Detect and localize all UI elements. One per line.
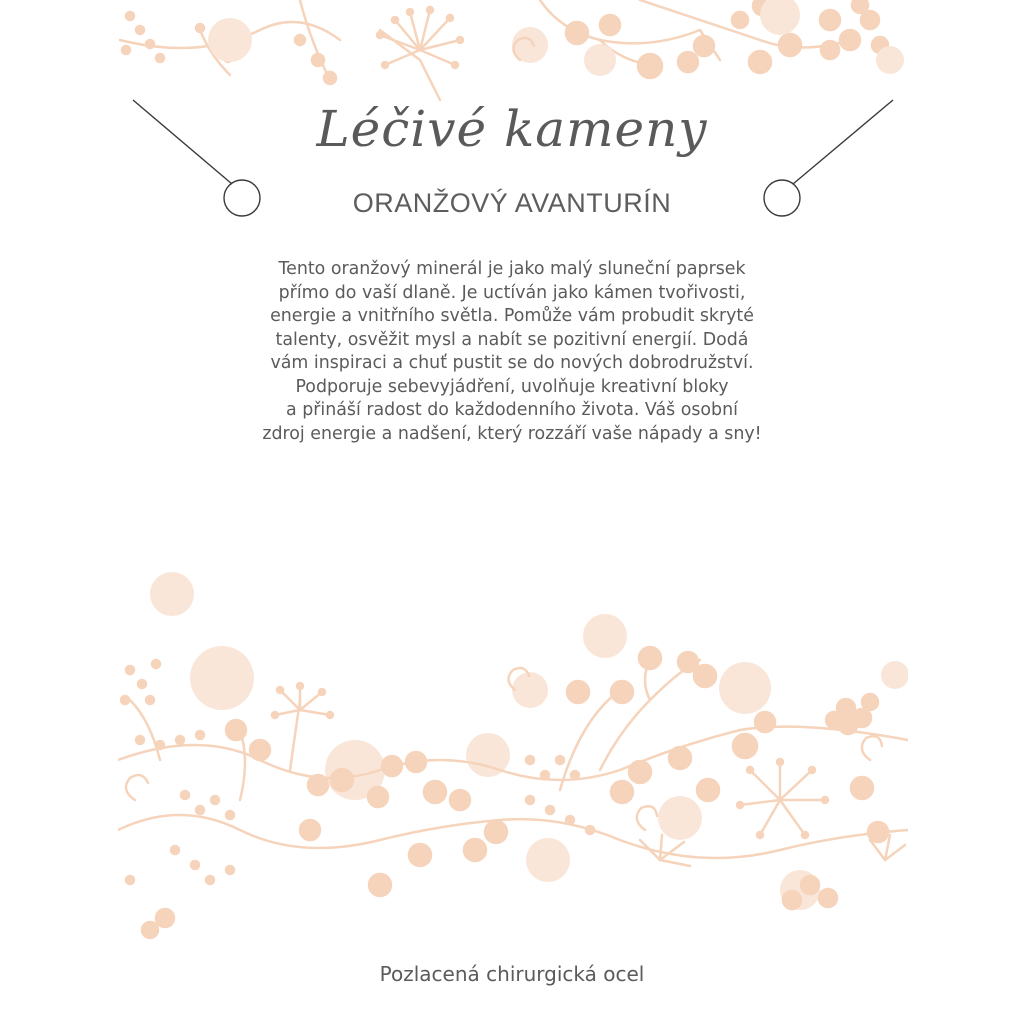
description-line: zdroj energie a nadšení, který rozzáří vaše nápady a sny! [262,423,762,444]
description-line: talenty, osvěžit mysl a nabít se pozitivní energií. Dodá [275,329,749,350]
description-line: přímo do vaší dlaně. Je uctíván jako kámen tvořivosti, [278,282,746,303]
description-line: vám inspiraci a chuť pustit se do nových dobrodružství. [270,353,754,373]
bottom-floral-border [118,38,909,938]
description-line: Podporuje sebevyjádření, uvolňuje kreativní bloky [295,376,729,397]
stone-name: ORANŽOVÝ AVANTURÍN [352,188,672,218]
top-floral-border [120,0,904,100]
description [212,258,812,446]
description-line: energie a vnitřního světla. Pomůže vám probudit skryté [270,306,754,326]
description-line: Tento oranžový minerál je jako malý sluneční paprsek [278,259,746,279]
material-label: Pozlacená chirurgická ocel [379,962,645,986]
description-line: a přináší radost do každodenního života. Váš osobní [286,400,738,420]
card-title: Léčivé kameny [316,100,708,158]
